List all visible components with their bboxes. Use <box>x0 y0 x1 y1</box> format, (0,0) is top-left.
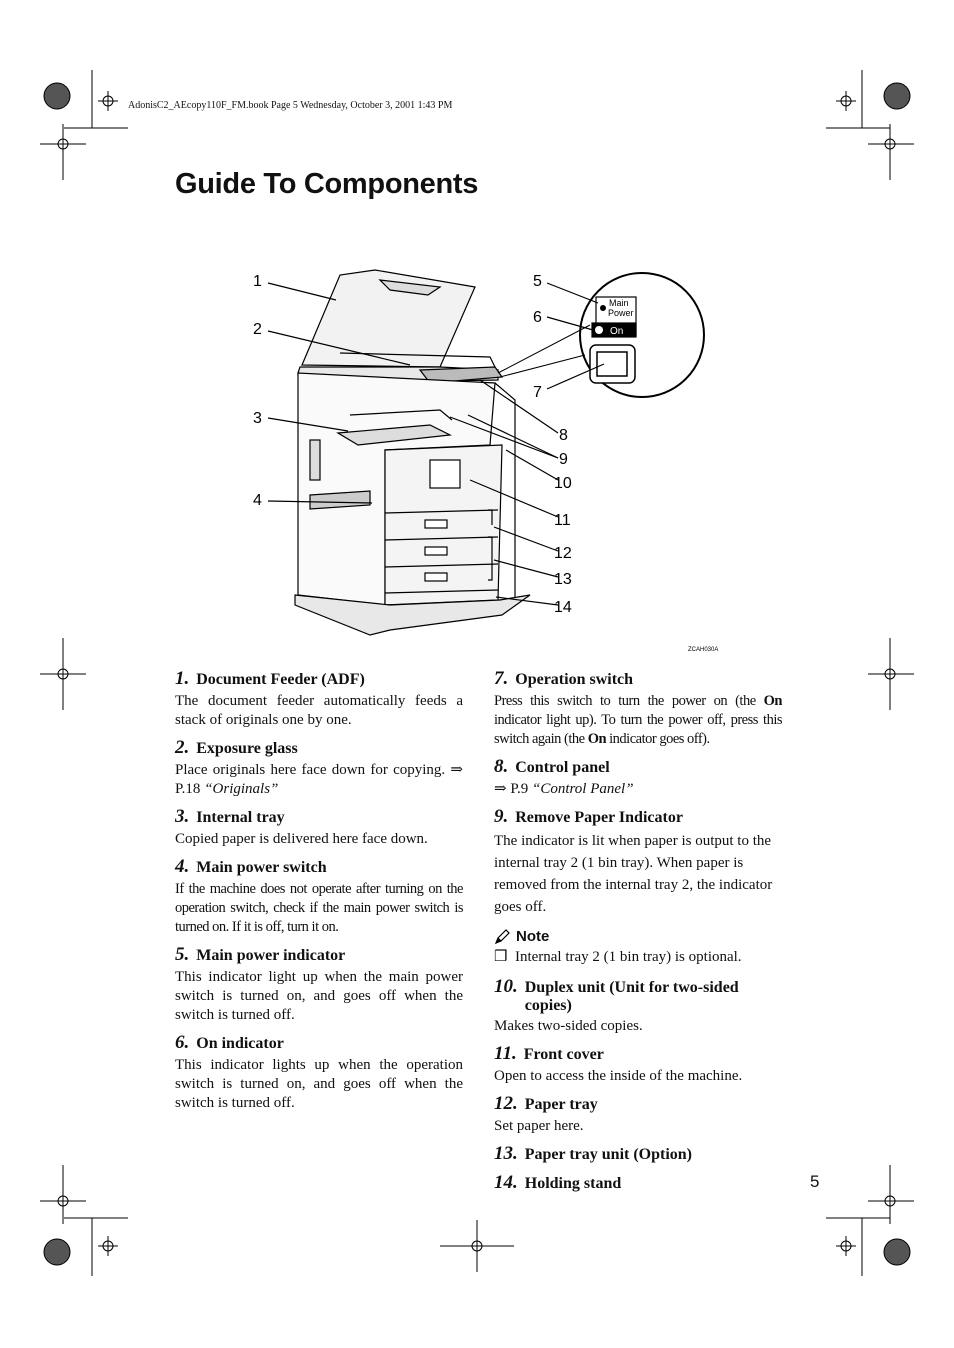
component-item-9 <box>494 806 782 918</box>
item-description: The indicator is lit when paper is output to the internal tray 2 (1 bin tray). When paper is removed from the internal tray 2, the indicator goes off. <box>494 833 773 915</box>
item-label: Main power indicator <box>196 947 346 964</box>
main-power-inset-label-2: Power <box>608 308 634 318</box>
callout-2: 2 <box>253 321 262 338</box>
component-item-5 <box>175 944 463 1025</box>
main-power-inset-label: Main <box>609 298 629 308</box>
item-number: 8. <box>494 756 509 777</box>
book-file-header: AdonisC2_AEcopy110F_FM.book Page 5 Wednesday, October 3, 2001 1:43 PM <box>128 100 453 111</box>
item-description: This indicator lights up when the operation switch is turned on, and goes off when the switch is turned off. <box>175 1057 463 1111</box>
item-number: 2. <box>175 737 190 758</box>
note-heading: Note <box>494 928 782 945</box>
item-number: 4. <box>175 856 190 877</box>
component-item-11 <box>494 1043 782 1086</box>
item-label: Front cover <box>523 1046 604 1063</box>
item-label: Holding stand <box>524 1175 622 1192</box>
pencil-icon <box>494 929 512 945</box>
item-number: 9. <box>494 806 509 827</box>
page-number: 5 <box>810 1172 820 1191</box>
callout-12: 12 <box>554 545 572 562</box>
on-inset-label: On <box>610 326 624 337</box>
cross-reference-link[interactable]: “Originals” <box>204 781 279 797</box>
item-number: 10. <box>494 976 518 997</box>
item-number: 11. <box>494 1043 517 1064</box>
component-item-12 <box>494 1093 782 1136</box>
item-description: Press this switch to turn the power on (the On indicator light up). To turn the power off, press this switch again (the On indicator goes off). <box>494 693 782 747</box>
copier-diagram <box>240 255 720 655</box>
component-item-8 <box>494 756 782 799</box>
callout-3: 3 <box>253 410 262 427</box>
left-column <box>175 668 463 1113</box>
item-number: 7. <box>494 668 509 689</box>
item-description: Copied paper is delivered here face down. <box>175 831 428 847</box>
cross-reference-link[interactable]: “Control Panel” <box>532 781 634 797</box>
item-description: If the machine does not operate after turning on the operation switch, check if the main power switch is turned on. If it is off, turn it on. <box>175 881 463 935</box>
item-number: 5. <box>175 944 190 965</box>
page-title: Guide To Components <box>175 168 479 200</box>
item-label: Internal tray <box>196 809 285 826</box>
item-label: Exposure glass <box>196 740 298 757</box>
item-description: Open to access the inside of the machine. <box>494 1068 743 1084</box>
callout-4: 4 <box>253 492 262 509</box>
item-description: This indicator light up when the main power switch is turned on, and goes off when the switch is turned off. <box>175 969 463 1023</box>
item-number: 3. <box>175 806 190 827</box>
callout-5: 5 <box>533 273 542 290</box>
item-number: 1. <box>175 668 190 689</box>
item-number: 14. <box>494 1172 518 1193</box>
component-item-1 <box>175 668 463 730</box>
item-label: Paper tray unit (Option) <box>524 1146 693 1163</box>
callout-11: 11 <box>554 512 571 529</box>
item-label: Operation switch <box>515 671 634 688</box>
component-item-2 <box>175 737 463 799</box>
component-item-3 <box>175 806 463 849</box>
item-label: Duplex unit (Unit for two-sided copies) <box>524 979 739 1014</box>
component-item-14 <box>494 1172 782 1194</box>
component-item-13 <box>494 1143 782 1165</box>
component-item-4 <box>175 856 463 937</box>
callout-8: 8 <box>559 427 568 444</box>
item-label: Remove Paper Indicator <box>515 809 683 826</box>
callout-6: 6 <box>533 309 542 326</box>
note-item: ❒ Internal tray 2 (1 bin tray) is optional. <box>494 949 742 965</box>
callout-7: 7 <box>533 384 542 401</box>
callout-13: 13 <box>554 571 572 588</box>
item-label: Document Feeder (ADF) <box>196 671 365 688</box>
callout-9: 9 <box>559 451 568 468</box>
item-number: 6. <box>175 1032 190 1053</box>
item-description: ⇒ P.9 “Control Panel” <box>494 781 634 797</box>
item-label: Paper tray <box>524 1096 598 1113</box>
figure-id: ZCAH030A <box>688 647 719 653</box>
right-column <box>494 668 782 1194</box>
checkbox-icon: ❒ <box>494 949 508 965</box>
item-number: 13. <box>494 1143 518 1164</box>
item-label: Control panel <box>515 759 610 776</box>
item-description: Makes two-sided copies. <box>494 1018 643 1034</box>
component-item-10 <box>494 976 782 1036</box>
item-label: On indicator <box>196 1035 284 1052</box>
callout-10: 10 <box>554 475 572 492</box>
callout-14: 14 <box>554 599 572 616</box>
item-number: 12. <box>494 1093 518 1114</box>
callout-1: 1 <box>253 273 262 290</box>
item-description: The document feeder automatically feeds a stack of originals one by one. <box>175 693 463 728</box>
item-label: Main power switch <box>196 859 327 876</box>
item-description: Place originals here face down for copying. ⇒ P.18 “Originals” <box>175 762 463 797</box>
item-description: Set paper here. <box>494 1118 584 1134</box>
component-item-6 <box>175 1032 463 1113</box>
component-item-7 <box>494 668 782 749</box>
